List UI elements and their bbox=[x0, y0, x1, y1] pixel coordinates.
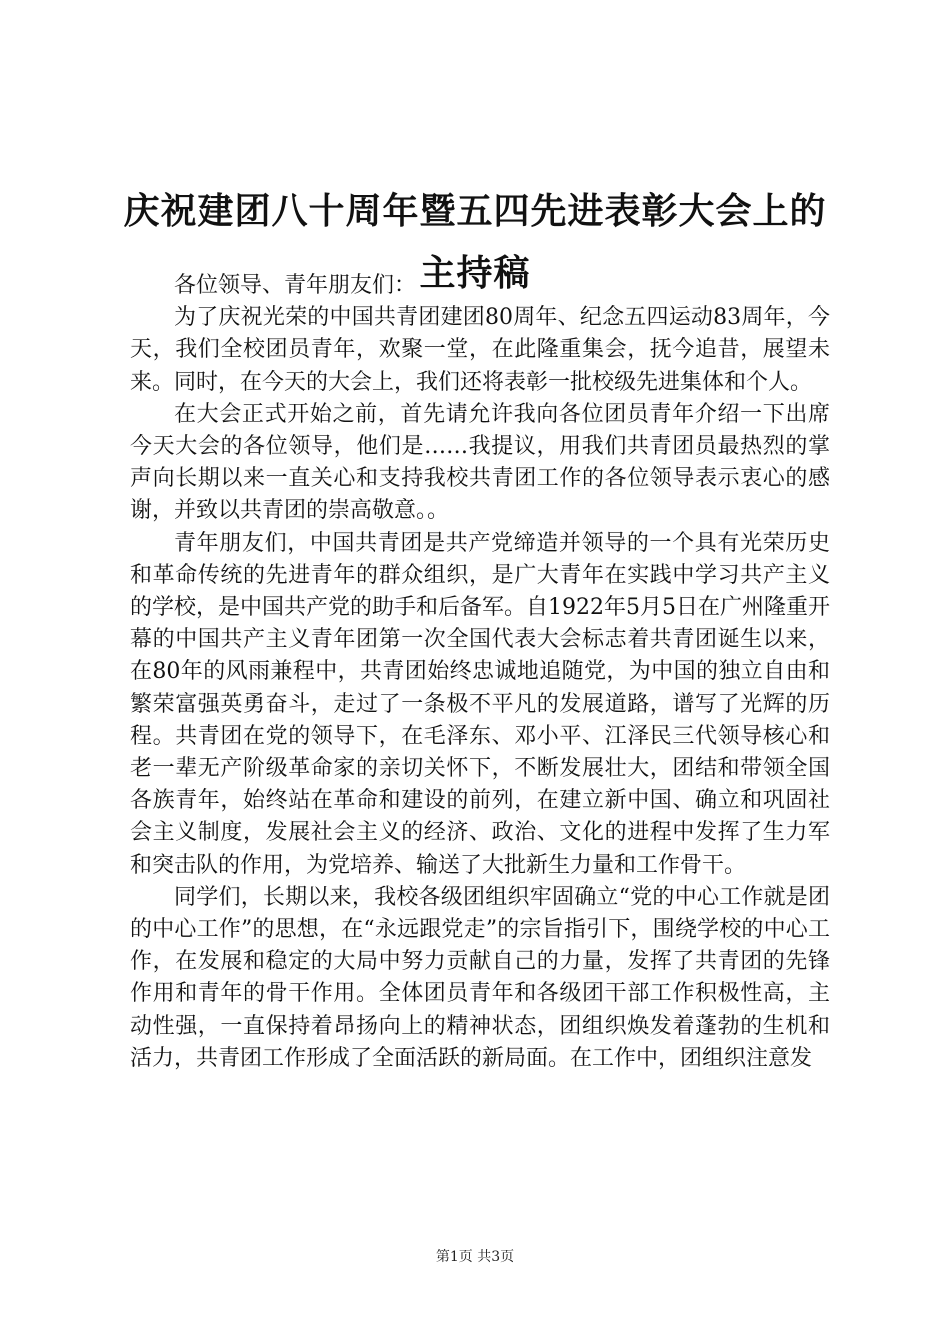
page-number-footer: 第1页 共3页 bbox=[435, 1249, 515, 1265]
league-history-paragraph: 青年朋友们，中国共青团是共产党缔造并领导的一个具有光荣历史和革命传统的先进青年的群众组织，是广大青年在实践中学习共产主义的学校，是中国共产党的助手和后备军。自1922年5月5日在广州隆重开幕的中国共产主义青年团第一次全国代表大会标志着共青团诞生以来，在80年的风雨兼程中，共青团始终忠诚地追随党，为中国的独立自由和繁荣富强英勇奋斗，走过了一条极不平凡的发展道路，谱写了光辉的历程。共青团在党的领导下，在毛泽东、邓小平、江泽民三代领导核心和老一辈无产阶级革命家的亲切关怀下，不断发展壮大，团结和带领全国各族青年，始终站在革命和建设的前列，在建立新中国、确立和巩固社会主义制度，发展社会主义的经济、政治、文化的进程中发挥了生力军和突击队的作用，为党培养、输送了大批新生力量和工作骨干。 bbox=[130, 530, 830, 878]
document-body bbox=[130, 270, 830, 1075]
document-title: 庆祝建团八十周年暨五四先进表彰大会上的主持稿 bbox=[123, 190, 827, 294]
opening-paragraph: 为了庆祝光荣的中国共青团建团80周年、纪念五四运动83周年，今天，我们全校团员青年，欢聚一堂，在此隆重集会，抚今追昔，展望未来。同时，在今天的大会上，我们还将表彰一批校级先进集体和个人。 bbox=[130, 305, 830, 395]
salutation-paragraph: 各位领导、青年朋友们： bbox=[174, 273, 417, 298]
leaders-introduction-paragraph: 在大会正式开始之前，首先请允许我向各位团员青年介绍一下出席今天大会的各位领导，他们是……我提议，用我们共青团员最热烈的掌声向长期以来一直关心和支持我校共青团工作的各位领导表示衷心的感谢，并致以共青团的崇高敬意。。 bbox=[130, 401, 830, 524]
school-league-work-paragraph: 同学们，长期以来，我校各级团组织牢固确立“党的中心工作就是团的中心工作”的思想，在“永远跟党走”的宗旨指引下，围绕学校的中心工作，在发展和稳定的大局中努力贡献自己的力量，发挥了共青团的先锋作用和青年的骨干作用。全体团员青年和各级团干部工作积极性高，主动性强，一直保持着昂扬向上的精神状态，团组织焕发着蓬勃的生机和活力，共青团工作形成了全面活跃的新局面。在工作中，团组织注意发 bbox=[130, 884, 830, 1071]
